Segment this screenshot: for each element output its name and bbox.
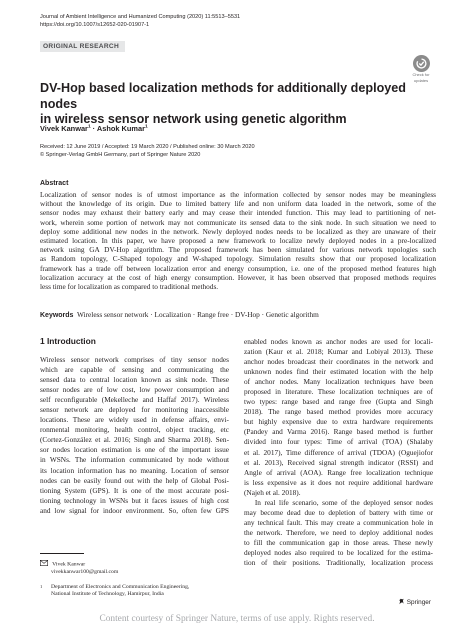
section-heading-introduction: 1 Introduction	[40, 336, 96, 346]
body-line: 2018). The range based method provides more accuracy	[244, 407, 433, 417]
keywords-label: Keywords	[40, 312, 74, 319]
article-dates	[40, 143, 255, 159]
abstract-body	[40, 190, 436, 291]
footnote-divider	[40, 553, 84, 554]
abstract-line: network using GA DV-Hop algorithm. The proposed framework has been simulated for various network topologies such	[40, 245, 436, 255]
keywords	[40, 310, 440, 319]
body-line: Wireless sensor network comprises of tiny sensor nodes	[40, 355, 229, 364]
body-line: may become dead due to depletion of battery with time or	[244, 507, 433, 517]
abstract-line: as Random topology, C-Shaped topology and W-shaped topology. Simulation results show that our proposed localization	[40, 254, 436, 264]
body-line: In real life scenario, some of the deployed sensor nodes	[244, 497, 433, 507]
body-line: anchor nodes broadcast their coordinates in the network and	[244, 357, 433, 367]
corresponding-author	[40, 560, 118, 576]
author-list	[40, 124, 148, 133]
abstract-line: less time for localization as compared to traditional methods.	[40, 282, 219, 292]
body-line: unknown nodes find their estimated location with the help	[244, 367, 433, 377]
body-line: sensed data to central location known as sink node. These	[40, 375, 229, 385]
envelope-icon	[40, 562, 49, 568]
author-2-affil: 1	[144, 124, 148, 130]
abstract-line: Localization of sensor nodes is of utmost importance as the information collected by sensor nodes may be meaningless	[40, 190, 436, 199]
check-updates-icon	[413, 55, 430, 72]
body-line: sensor nodes are of low cost, low power consumption and	[40, 385, 229, 395]
body-line: enabled nodes known as anchor nodes are used for locali-	[244, 337, 433, 346]
check-updates-label-1: Check for	[412, 72, 430, 77]
corresponding-author-name: Vivek Kanwar	[52, 561, 86, 568]
affiliation-line-2: National Institute of Technology, Hamirpur, India	[51, 591, 164, 598]
springer-horse-icon	[398, 599, 407, 606]
body-line: zation (Kaur et al. 2018; Kumar and Lobiyal 2013). These	[244, 347, 433, 357]
body-line: self reconfigurable (Mekelleche and Haffaf 2017). Wireless	[40, 395, 229, 405]
body-line: (Najeh et al. 2018).	[244, 487, 301, 497]
body-line: et al. 2013), Received signal strength indicator (RSSI) and	[244, 457, 433, 467]
body-line: ronmental monitoring, health control, object tracking, etc	[40, 425, 229, 435]
affiliation-line-1: Department of Electronics and Communication Engineering,	[51, 584, 190, 590]
publisher-logo	[398, 598, 431, 606]
journal-header	[40, 13, 240, 29]
history-line: Received: 12 June 2019 / Accepted: 19 March 2020 / Published online: 30 March 2020	[40, 144, 255, 150]
abstract-line: estimated location. In this paper, we have proposed a new framework to localize newly deployed nodes in a pre-localized	[40, 236, 436, 246]
body-line: sor nodes location estimation is one of the important issue	[40, 445, 229, 455]
body-line: locations. These are widely used in defense affairs, envi-	[40, 415, 229, 425]
courtesy-notice: Content courtesy of Springer Nature, terms of use apply. Rights reserved.	[99, 614, 375, 624]
abstract-line: without the knowledge of its origin. Due to limited battery life and non uniform data loaded in the network, some of the	[40, 199, 436, 209]
article-type-badge: ORIGINAL RESEARCH	[40, 41, 125, 52]
body-line: divided into four types: Time of arrival (TOA) (Shalaby	[244, 437, 433, 447]
body-line: deployed nodes also required to be localized for the estima-	[244, 547, 433, 557]
body-line: (Pandey and Varma 2016). Range based method is further	[244, 427, 433, 437]
doi-link[interactable]: https://doi.org/10.1007/s12652-020-01907-1	[40, 22, 150, 28]
body-line: tioning System (GPS). It is one of the most accurate posi-	[40, 485, 229, 495]
body-line: to fill the communication gap in those areas. These newly	[244, 537, 433, 547]
body-line: sensor network are deployed for monitoring inaccessible	[40, 405, 229, 415]
publisher-name: Springer	[406, 599, 431, 606]
body-line: in WSNs. The information communicated by node without	[40, 455, 229, 465]
abstract-line: sensor nodes may exhaust their battery early and may cease their intended function. This may lead to partitioning of net-	[40, 208, 436, 218]
abstract-line: localization accuracy at the cost of high energy consumption. However, it has been observed that proposed methods requires	[40, 272, 436, 282]
abstract-line: work, wherein some portion of network may not communicate its sensed data to the sink node. In such situation we need to	[40, 217, 436, 227]
body-line: is less expensive as it does not require additional hardware	[244, 477, 433, 487]
body-line: proposed in literature. These localization techniques are of	[244, 387, 433, 397]
left-column	[40, 355, 229, 516]
abstract-line: deploy some additional new nodes in the network. Newly deployed nodes needs to be localized as they are unaware of their	[40, 226, 436, 236]
body-line: tioning technology in WSNs but it faces issues of high cost	[40, 495, 229, 505]
affiliation	[40, 584, 189, 598]
affiliation-number: 1	[40, 584, 43, 589]
copyright-line: © Springer-Verlag GmbH Germany, part of Springer Nature 2020	[40, 152, 201, 158]
body-line: (Cortez-González et al. 2016; Singh and Sharma 2018). Sen-	[40, 435, 229, 445]
body-line: two types: range based and range free (Gupta and Singh	[244, 397, 433, 407]
author-1[interactable]: Vivek Kanwar	[40, 124, 88, 133]
abstract-heading: Abstract	[40, 180, 69, 187]
body-line: nodes can be easily found out with the help of Global Posi-	[40, 475, 229, 485]
body-line: et al. 2017), Time difference of arrival (TDOA) (Oguejiofor	[244, 447, 433, 457]
body-line: any technical fault. This may create a communication hole in	[244, 517, 433, 527]
keywords-list: Wireless sensor network · Localization · Range free · DV-Hop · Genetic algorithm	[77, 310, 319, 319]
body-line: tion of their positions. Traditionally, localization process	[244, 558, 433, 568]
body-line: but highly expensive due to extra hardware requirements	[244, 417, 433, 427]
body-line: its location information has no meaning. Location of sensor	[40, 465, 229, 475]
body-line: of anchor nodes. Many localization techniques have been	[244, 377, 433, 387]
body-line: and low signal for indoor environment. So, often few GPS	[40, 505, 229, 515]
check-updates-label-2: updates	[413, 77, 429, 83]
author-1-affil: 1	[87, 124, 91, 130]
check-for-updates[interactable]	[406, 55, 436, 83]
author-email[interactable]: vivekkanwar100@gmail.com	[51, 568, 119, 575]
title-line-1: DV-Hop based localization methods for additionally deployed nodes	[40, 81, 406, 111]
journal-citation: Journal of Ambient Intelligence and Humanized Computing (2020) 11:5513–5531	[40, 14, 241, 20]
right-column	[244, 337, 433, 568]
title-line-2: in wireless sensor network using genetic algorithm	[40, 112, 347, 126]
body-line: the network. Therefore, we need to deploy additional nodes	[244, 527, 433, 537]
body-line: Angle of arrival (AOA). Range free localization technique	[244, 467, 433, 477]
abstract-line: framework has a trade off between localization error and energy consumption, i.e. one of the proposed method features high	[40, 263, 436, 273]
author-2[interactable]: · Ashok Kumar	[90, 124, 145, 133]
body-line: which are capable of sensing and communicating the	[40, 365, 229, 375]
